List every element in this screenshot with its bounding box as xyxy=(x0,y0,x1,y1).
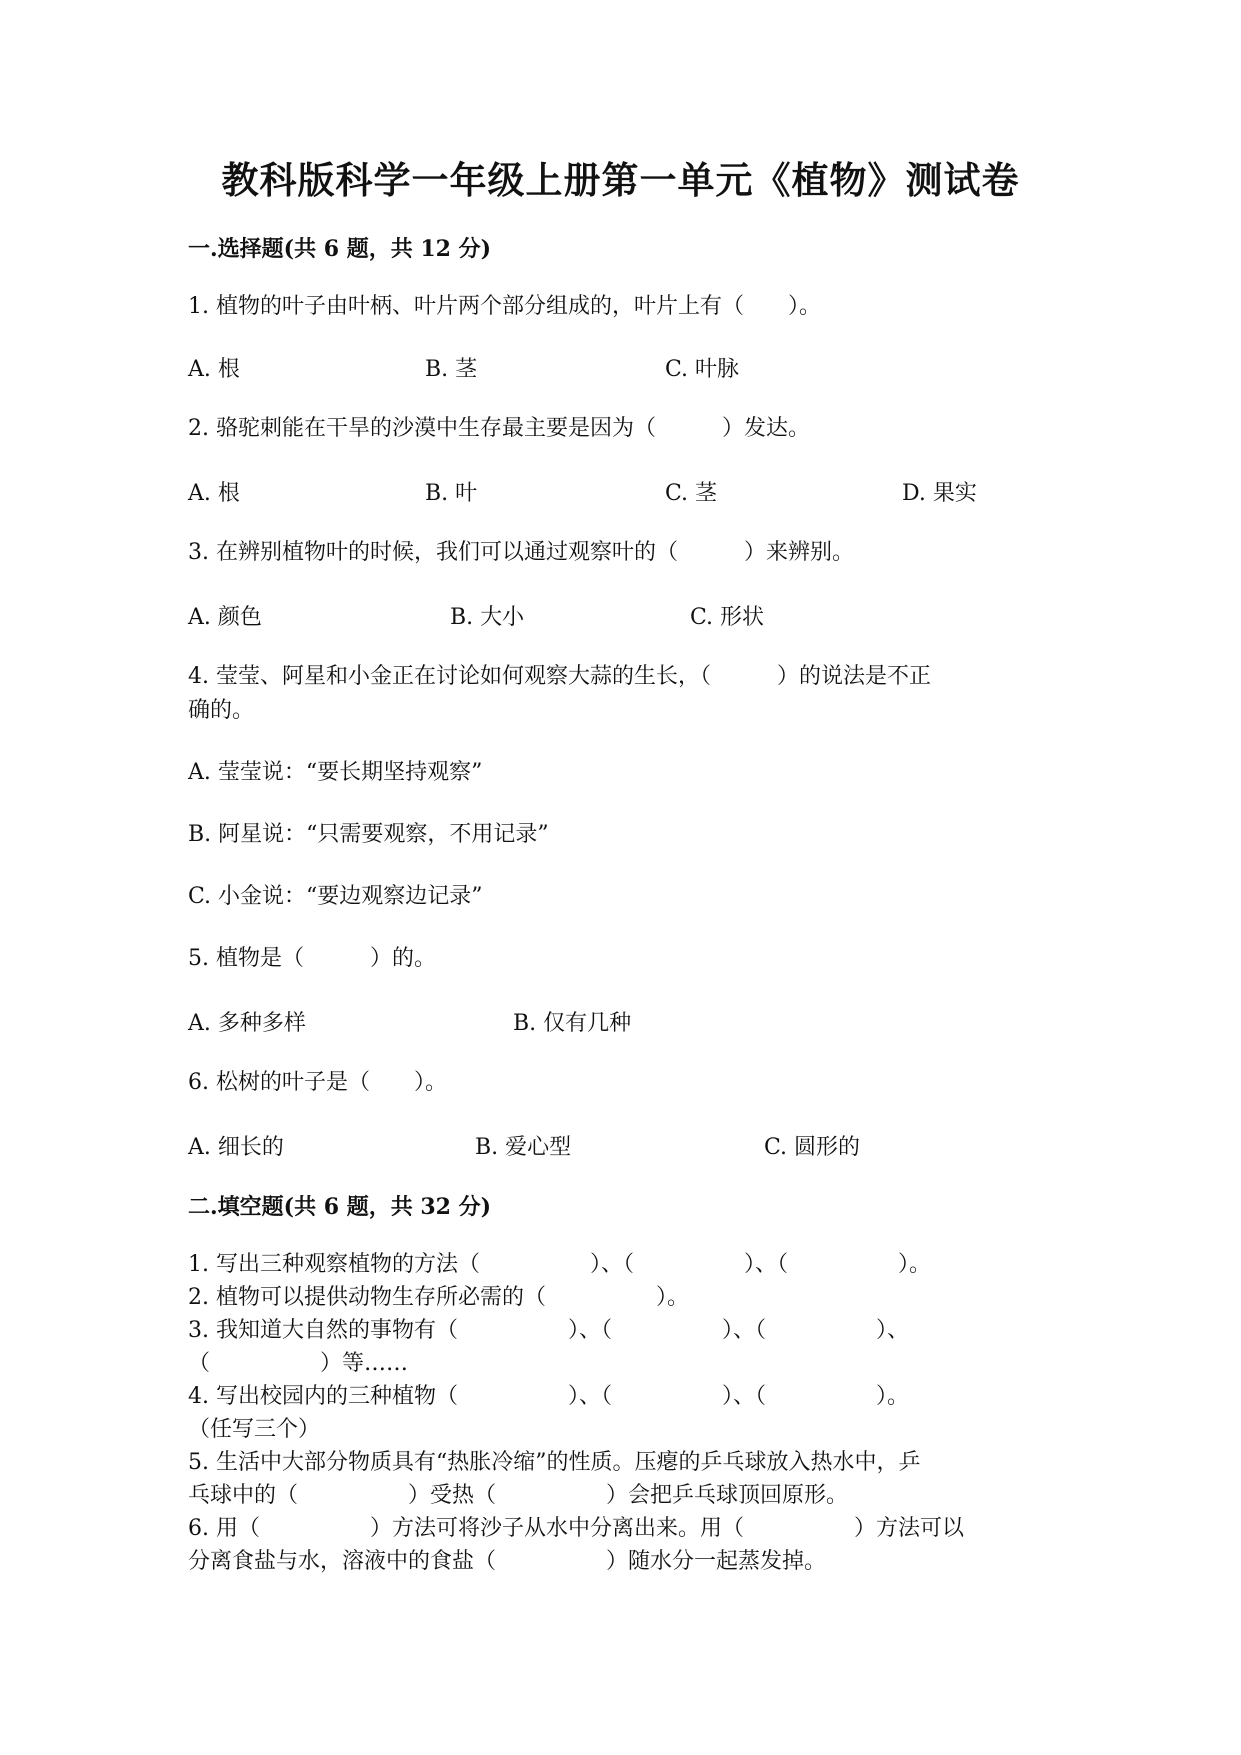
question-2-stem: 2. 骆驼刺能在干旱的沙漠中生存最主要是因为（ ）发达。 xyxy=(188,416,810,441)
fill-3-line-1: 3. 我知道大自然的事物有（ ）、（ ）、（ ）、 xyxy=(188,1318,909,1343)
question-2-option-c: C. 茎 xyxy=(665,481,718,506)
question-2-option-a: A. 根 xyxy=(188,481,240,506)
section-heading-fill-blank: 二.填空题(共 6 题，共 32 分) xyxy=(188,1194,492,1220)
fill-1-line: 1. 写出三种观察植物的方法（ ）、（ ）、（ ）。 xyxy=(188,1252,931,1277)
question-4-option-a: A. 莹莹说：“要长期坚持观察” xyxy=(188,760,483,785)
question-5-stem: 5. 植物是（ ）的。 xyxy=(188,946,436,971)
fill-5-line-2: 乓球中的（ ）受热（ ）会把乒乓球顶回原形。 xyxy=(188,1483,849,1508)
question-1-stem: 1. 植物的叶子由叶柄、叶片两个部分组成的，叶片上有（ ）。 xyxy=(188,294,821,319)
question-6-stem: 6. 松树的叶子是（ ）。 xyxy=(188,1070,447,1095)
page-title: 教科版科学一年级上册第一单元《植物》测试卷 xyxy=(221,158,1020,202)
question-3-option-c: C. 形状 xyxy=(690,605,765,630)
question-6-option-b: B. 爱心型 xyxy=(475,1135,572,1160)
question-1-option-b: B. 茎 xyxy=(425,357,478,382)
fill-5-line-1: 5. 生活中大部分物质具有“热胀冷缩”的性质。压瘪的乒乓球放入热水中，乒 xyxy=(188,1450,921,1475)
question-5-option-a: A. 多种多样 xyxy=(188,1011,306,1036)
question-4-stem-line-1: 4. 莹莹、阿星和小金正在讨论如何观察大蒜的生长，（ ）的说法是不正 xyxy=(188,664,931,689)
fill-4-line-2: （任写三个） xyxy=(188,1417,321,1442)
fill-2-line: 2. 植物可以提供动物生存所必需的（ ）。 xyxy=(188,1285,689,1310)
question-5-option-b: B. 仅有几种 xyxy=(513,1011,632,1036)
question-2-option-b: B. 叶 xyxy=(425,481,478,506)
question-1-option-a: A. 根 xyxy=(188,357,240,382)
question-4-stem-line-2: 确的。 xyxy=(188,698,255,723)
fill-3-line-2: （ ）等…… xyxy=(188,1351,409,1376)
question-3-option-a: A. 颜色 xyxy=(188,605,262,630)
question-4-option-b: B. 阿星说：“只需要观察，不用记录” xyxy=(188,822,549,847)
question-3-stem: 3. 在辨别植物叶的时候，我们可以通过观察叶的（ ）来辨别。 xyxy=(188,540,854,565)
fill-4-line-1: 4. 写出校园内的三种植物（ ）、（ ）、（ ）。 xyxy=(188,1384,909,1409)
question-2-option-d: D. 果实 xyxy=(902,481,977,506)
question-3-option-b: B. 大小 xyxy=(450,605,525,630)
question-6-option-a: A. 细长的 xyxy=(188,1135,284,1160)
question-6-option-c: C. 圆形的 xyxy=(764,1135,861,1160)
question-4-option-c: C. 小金说：“要边观察边记录” xyxy=(188,884,483,909)
fill-6-line-1: 6. 用（ ）方法可将沙子从水中分离出来。用（ ）方法可以 xyxy=(188,1516,964,1541)
fill-6-line-2: 分离食盐与水，溶液中的食盐（ ）随水分一起蒸发掉。 xyxy=(188,1549,827,1574)
question-1-option-c: C. 叶脉 xyxy=(665,357,740,382)
section-heading-choice: 一.选择题(共 6 题，共 12 分) xyxy=(188,236,492,262)
